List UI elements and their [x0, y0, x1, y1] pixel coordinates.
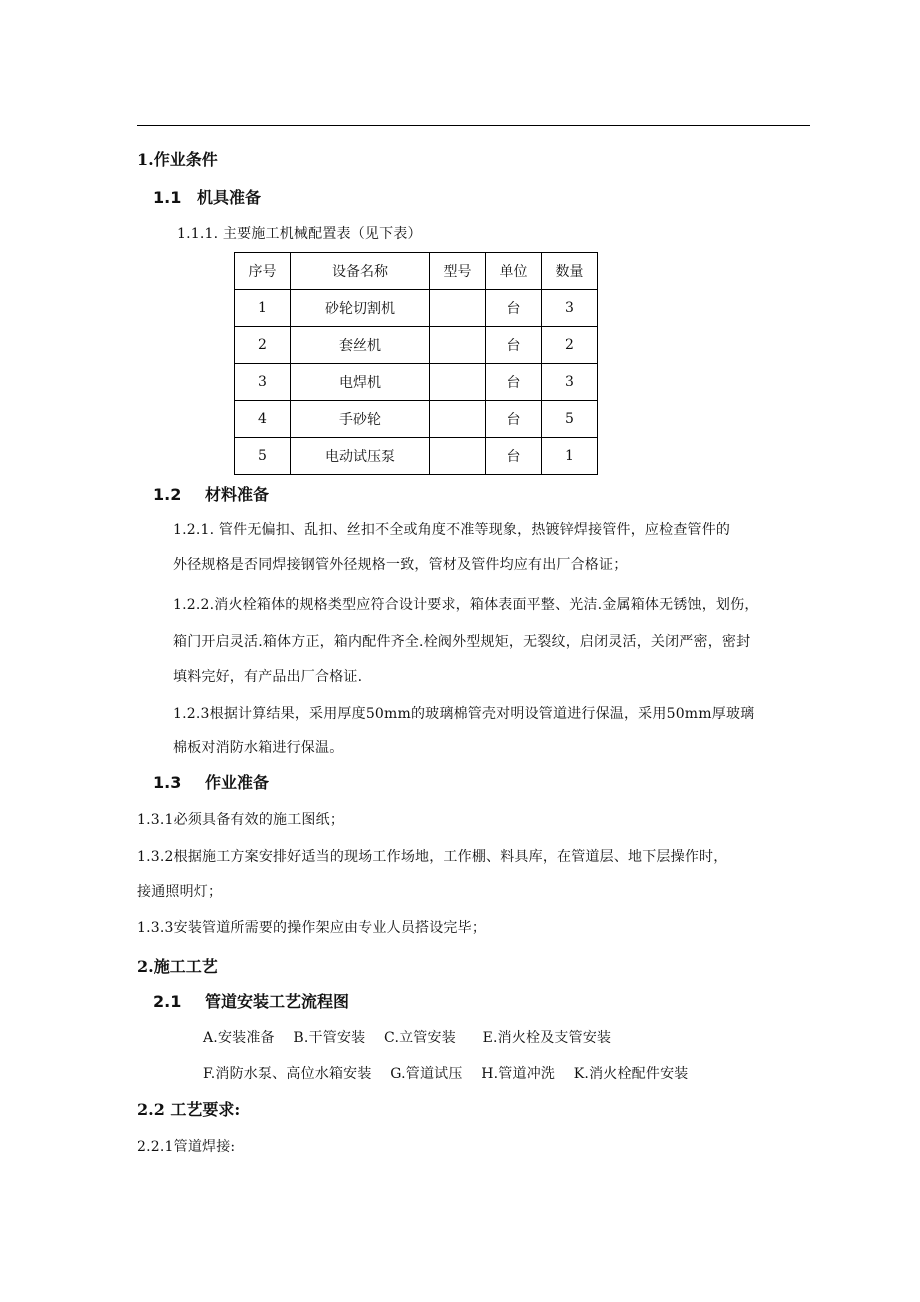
- table-header-row: [235, 253, 598, 290]
- table-cell: 台: [486, 364, 542, 401]
- section-2-1-title: 管道安装工艺流程图: [205, 992, 350, 1011]
- table-row: [235, 327, 598, 364]
- table-cell: 3: [235, 364, 291, 401]
- para-1-2-line: 1.2.3根据计算结果，采用厚度50mm的玻璃棉管壳对明设管道进行保温，采用50mm厚玻璃: [173, 706, 755, 722]
- table-cell: [430, 438, 486, 475]
- table-header-cell: 单位: [486, 253, 542, 290]
- table-cell: [430, 364, 486, 401]
- section-1-1-title: 机具准备: [197, 188, 262, 207]
- para-1-2-line: 箱门开启灵活.箱体方正，箱内配件齐全.栓阀外型规矩，无裂纹，启闭灵活，关闭严密，密封: [173, 634, 751, 650]
- table-cell: 2: [235, 327, 291, 364]
- section-1-3-title: 作业准备: [205, 773, 270, 792]
- table-cell: 4: [235, 401, 291, 438]
- para-1-2-line: 1.2.1. 管件无偏扣、乱扣、丝扣不全或角度不准等现象，热镀锌焊接管件，应检查管件的: [173, 522, 731, 538]
- table-header-cell: 序号: [235, 253, 291, 290]
- section-2-title: 2.施工工艺: [137, 957, 218, 976]
- section-2-2-title: 2.2 工艺要求:: [137, 1100, 241, 1119]
- table-cell: 5: [542, 401, 598, 438]
- section-1-title: 1.作业条件: [137, 150, 218, 169]
- section-1-2-title: 材料准备: [205, 485, 270, 504]
- table-cell: 台: [486, 290, 542, 327]
- table-cell: 电动试压泵: [291, 438, 430, 475]
- para-1-2-line: 1.2.2.消火栓箱体的规格类型应符合设计要求，箱体表面平整、光洁.金属箱体无锈蚀，划伤，: [173, 597, 759, 613]
- flow-step: F.消防水泵、高位水箱安装: [203, 1066, 372, 1082]
- flow-step: H.管道冲洗: [481, 1066, 556, 1082]
- table-cell: 1: [542, 438, 598, 475]
- section-2-1-number: 2.1: [153, 992, 182, 1011]
- flow-step: B.干管安装: [293, 1030, 366, 1046]
- table-cell: 5: [235, 438, 291, 475]
- table-row: [235, 401, 598, 438]
- flow-step: G.管道试压: [390, 1066, 463, 1082]
- table-header-cell: 型号: [430, 253, 486, 290]
- item-1-1-1: 1.1.1. 主要施工机械配置表（见下表）: [177, 226, 422, 242]
- table-cell: 3: [542, 290, 598, 327]
- flow-step: A.安装准备: [203, 1030, 275, 1046]
- table-row: [235, 290, 598, 327]
- table-header-cell: 设备名称: [291, 253, 430, 290]
- section-1-1-number: 1.1: [153, 188, 182, 207]
- table-cell: 手砂轮: [291, 401, 430, 438]
- table-cell: [430, 290, 486, 327]
- para-1-3-line: 1.3.3安装管道所需要的操作架应由专业人员搭设完毕；: [137, 920, 487, 936]
- para-1-2-line: 棉板对消防水箱进行保温。: [173, 740, 344, 756]
- table-cell: 2: [542, 327, 598, 364]
- table-cell: 台: [486, 438, 542, 475]
- table-header-cell: 数量: [542, 253, 598, 290]
- table-cell: 套丝机: [291, 327, 430, 364]
- table-cell: 砂轮切割机: [291, 290, 430, 327]
- para-1-3-line: 接通照明灯；: [137, 884, 223, 900]
- table-cell: [430, 401, 486, 438]
- section-2-1-heading: [153, 992, 349, 1012]
- table-cell: 电焊机: [291, 364, 430, 401]
- para-1-2-line: 外径规格是否同焊接钢管外径规格一致，管材及管件均应有出厂合格证；: [173, 557, 628, 573]
- flow-row-2: [203, 1064, 702, 1084]
- table-cell: 台: [486, 327, 542, 364]
- table-cell: 3: [542, 364, 598, 401]
- section-1-2-number: 1.2: [153, 485, 182, 504]
- table-cell: [430, 327, 486, 364]
- table-row: [235, 438, 598, 475]
- header-rule: [137, 125, 810, 126]
- section-1-3-number: 1.3: [153, 773, 182, 792]
- item-2-2-1: 2.2.1管道焊接:: [137, 1139, 236, 1155]
- section-1-3-heading: [153, 773, 269, 793]
- section-1-1-heading: [153, 188, 261, 208]
- section-1-2-heading: [153, 485, 269, 505]
- equipment-table: [234, 252, 598, 475]
- para-1-3-line: 1.3.2根据施工方案安排好适当的现场工作场地，工作棚、料具库，在管道层、地下层操作时，: [137, 849, 728, 865]
- table-row: [235, 364, 598, 401]
- flow-step: K.消火栓配件安装: [573, 1066, 689, 1082]
- table-cell: 台: [486, 401, 542, 438]
- table-cell: 1: [235, 290, 291, 327]
- flow-step: E.消火栓及支管安装: [482, 1030, 612, 1046]
- para-1-2-line: 填料完好，有产品出厂合格证.: [173, 669, 363, 685]
- para-1-3-line: 1.3.1必须具备有效的施工图纸；: [137, 812, 345, 828]
- flow-step: C.立管安装: [384, 1030, 456, 1046]
- flow-row-1: [203, 1028, 625, 1048]
